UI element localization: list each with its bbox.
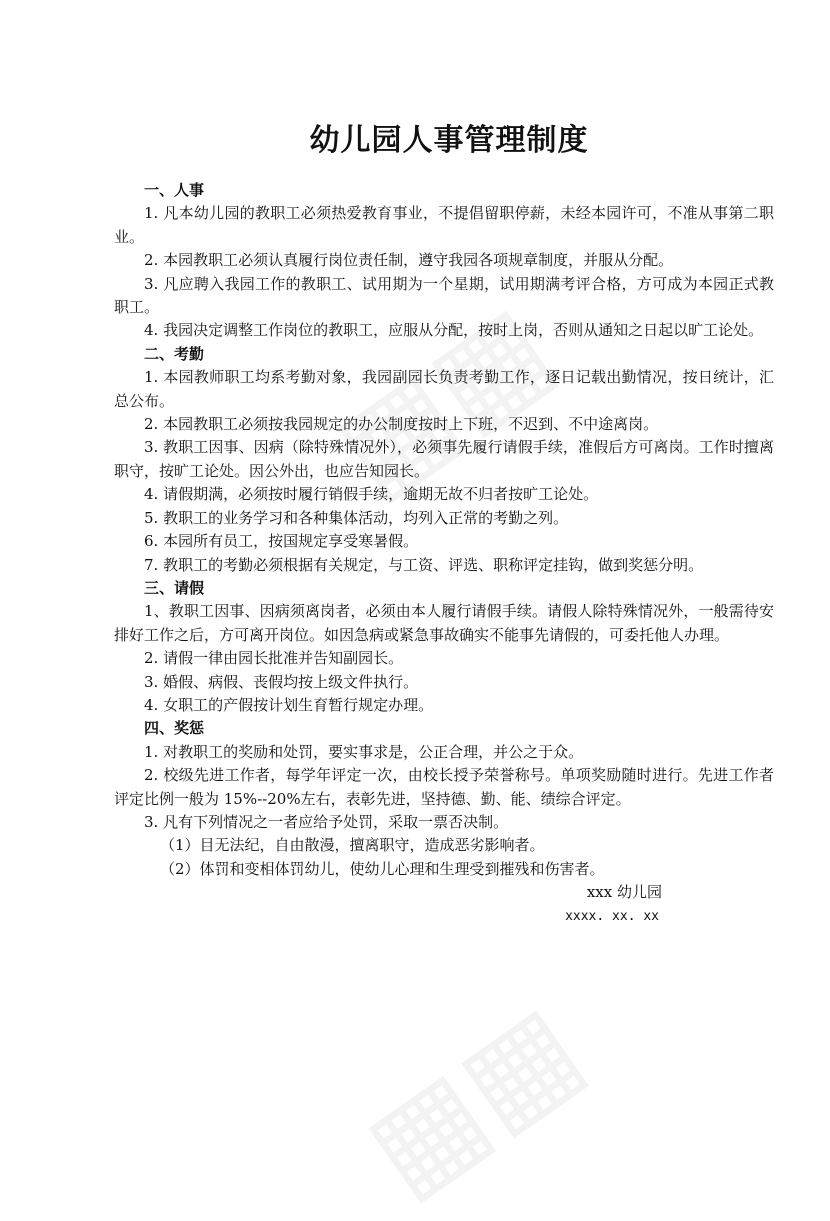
signature-block bbox=[114, 881, 774, 928]
paragraph: 2. 校级先进工作者，每学年评定一次，由校长授予荣誉称号。单项奖励随时进行。先进工作者评定比例一般为 15%--20%左右，表彰先进，坚持德、勤、能、绩综合评定。 bbox=[114, 766, 774, 808]
paragraph: 4. 请假期满，必须按时履行销假手续，逾期无故不归者按旷工论处。 bbox=[144, 485, 599, 504]
paragraph: 1. 本园教师职工均系考勤对象，我园副园长负责考勤工作，逐日记载出勤情况，按日统计，汇总公布。 bbox=[114, 368, 774, 410]
paragraph: 2. 本园教职工必须认真履行岗位责任制，遵守我园各项规章制度，并服从分配。 bbox=[144, 251, 674, 270]
paragraph: 3. 凡有下列情况之一者应给予处罚，采取一票否决制。 bbox=[144, 812, 509, 831]
section-heading: 二、考勤 bbox=[144, 344, 205, 363]
paragraph: 1. 凡本幼儿园的教职工必须热爱教育事业，不提倡留职停薪，未经本园许可，不准从事第二职业。 bbox=[114, 204, 774, 246]
document-body bbox=[114, 179, 774, 928]
watermark bbox=[341, 978, 606, 1221]
paragraph: 1、教职工因事、因病须离岗者，必须由本人履行请假手续。请假人除特殊情况外，一般需待安排好工作之后，方可离开岗位。如因急病或紧急事故确实不能事先请假的，可委托他人办理。 bbox=[114, 602, 774, 644]
sub-item: （2）体罚和变相体罚幼儿，使幼儿心理和生理受到摧残和伤害者。 bbox=[160, 859, 605, 878]
section-heading: 一、人事 bbox=[144, 181, 205, 199]
paragraph: 3. 婚假、病假、丧假均按上级文件执行。 bbox=[144, 672, 419, 691]
signature-date: xxxx. xx. xx bbox=[565, 908, 659, 924]
paragraph: 4. 女职工的产假按计划生育暂行规定办理。 bbox=[144, 695, 434, 714]
paragraph: 7. 教职工的考勤必须根据有关规定，与工资、评选、职称评定挂钩，做到奖惩分明。 bbox=[144, 555, 704, 574]
section-heading: 三、请假 bbox=[144, 578, 205, 597]
paragraph: 2. 请假一律由园长批准并告知副园长。 bbox=[144, 649, 404, 668]
paragraph: 3. 教职工因事、因病（除特殊情况外），必须事先履行请假手续，准假后方可离岗。工作时擅离职守，按旷工论处。因公外出，也应告知园长。 bbox=[114, 438, 774, 480]
paragraph: 4. 我园决定调整工作岗位的教职工，应服从分配，按时上岗，否则从通知之日起以旷工论处。 bbox=[144, 321, 764, 340]
document-title: 幼儿园人事管理制度 bbox=[309, 123, 589, 158]
paragraph: 3. 凡应聘入我园工作的教职工、试用期为一个星期，试用期满考评合格，方可成为本园正式教职工。 bbox=[114, 274, 774, 317]
sub-item: （1）目无法纪，自由散漫，擅离职守，造成恶劣影响者。 bbox=[160, 836, 545, 855]
section-heading: 四、奖惩 bbox=[144, 719, 205, 738]
document-page bbox=[114, 116, 774, 928]
paragraph: 6. 本园所有员工，按国规定享受寒暑假。 bbox=[144, 532, 419, 551]
signature-org: xxx 幼儿园 bbox=[586, 883, 662, 902]
paragraph: 5. 教职工的业务学习和各种集体活动，均列入正常的考勤之列。 bbox=[144, 508, 569, 527]
paragraph: 2. 本园教职工必须按我园规定的办公制度按时上下班，不迟到、不中途离岗。 bbox=[144, 415, 659, 434]
paragraph: 1. 对教职工的奖励和处罚，要实事求是，公正合理，并公之于众。 bbox=[144, 742, 584, 761]
